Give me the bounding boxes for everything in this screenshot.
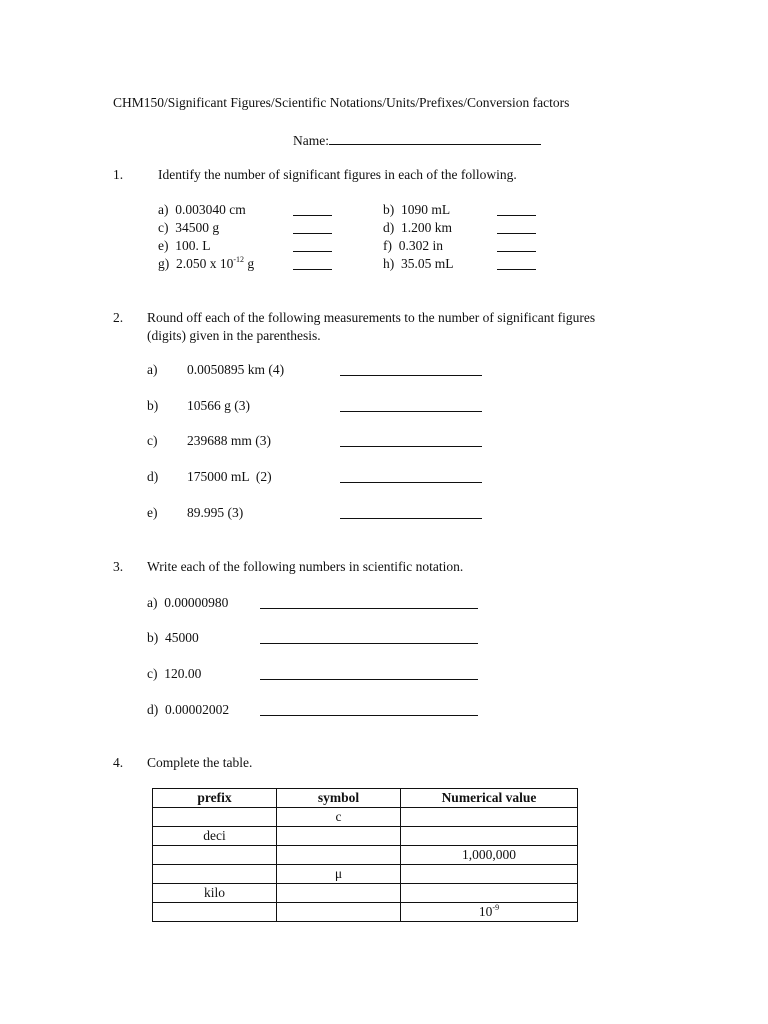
- table-row: [153, 846, 578, 865]
- q3-item-d: [147, 702, 229, 718]
- q2-answer-d[interactable]: [340, 469, 482, 483]
- q3-item-b: [147, 630, 199, 646]
- cell-value: 1,000,000: [401, 846, 578, 865]
- q2-item-value-a: 0.0050895 km (4): [187, 362, 285, 377]
- prefix-table: [152, 788, 578, 922]
- item-value: 34500 g: [175, 220, 220, 235]
- q1-answer-h[interactable]: [497, 256, 536, 270]
- cell-symbol: c: [277, 808, 401, 827]
- q4-prompt: Complete the table.: [147, 755, 253, 770]
- cell-value[interactable]: [401, 884, 578, 903]
- q2-item-value-d: 175000 mL (2): [187, 469, 272, 484]
- q2-answer-c[interactable]: [340, 433, 482, 447]
- header-prefix: prefix: [153, 789, 277, 808]
- q2-item-value-c: 239688 mm (3): [187, 433, 271, 448]
- q1-item-e: [158, 238, 211, 254]
- table-row: [153, 827, 578, 846]
- name-label: Name:: [293, 133, 329, 148]
- item-label: d): [383, 220, 395, 235]
- item-label: a): [158, 202, 169, 217]
- cell-symbol[interactable]: [277, 827, 401, 846]
- cell-prefix[interactable]: [153, 846, 277, 865]
- q2-answer-a[interactable]: [340, 362, 482, 376]
- q2-item-label-c: c): [147, 433, 158, 448]
- cell-value: $10^{-9}$: [401, 903, 578, 922]
- q2-prompt-line2: (digits) given in the parenthesis.: [147, 328, 321, 343]
- item-value: 1.200 km: [401, 220, 453, 235]
- q3-answer-d[interactable]: [260, 702, 478, 716]
- table-row: [153, 903, 578, 922]
- item-value: 1090 mL: [401, 202, 451, 217]
- q3-answer-c[interactable]: [260, 666, 478, 680]
- q1-answer-f[interactable]: [497, 238, 536, 252]
- item-label: b): [147, 630, 159, 645]
- cell-symbol[interactable]: [277, 903, 401, 922]
- cell-prefix: deci: [153, 827, 277, 846]
- item-label: h): [383, 256, 395, 271]
- item-label: c): [147, 666, 158, 681]
- q2-item-label-a: a): [147, 362, 158, 377]
- table-row: [153, 884, 578, 903]
- q3-prompt: Write each of the following numbers in scientific notation.: [147, 559, 464, 574]
- name-field-row: [293, 131, 541, 149]
- q1-answer-a[interactable]: [293, 202, 332, 216]
- q2-prompt-line1: Round off each of the following measurements to the number of significant figures: [147, 310, 596, 325]
- q1-item-f: [383, 238, 443, 254]
- item-label: a): [147, 595, 158, 610]
- q2-answer-b[interactable]: [340, 398, 482, 412]
- item-label: f): [383, 238, 392, 253]
- item-value: 0.302 in: [398, 238, 444, 253]
- q1-item-a: [158, 202, 246, 218]
- cell-prefix[interactable]: [153, 903, 277, 922]
- q3-number: 3.: [113, 559, 124, 574]
- item-value: 120.00: [164, 666, 202, 681]
- q1-answer-b[interactable]: [497, 202, 536, 216]
- worksheet-title: CHM150/Significant Figures/Scientific Notations/Units/Prefixes/Conversion factors: [113, 95, 570, 110]
- q3-answer-a[interactable]: [260, 595, 478, 609]
- cell-symbol[interactable]: [277, 884, 401, 903]
- q1-item-c: [158, 220, 219, 236]
- cell-symbol: μ: [277, 865, 401, 884]
- q1-answer-g[interactable]: [293, 256, 332, 270]
- header-symbol: symbol: [277, 789, 401, 808]
- cell-prefix: kilo: [153, 884, 277, 903]
- q2-item-label-b: b): [147, 398, 159, 413]
- cell-symbol[interactable]: [277, 846, 401, 865]
- q2-item-label-e: e): [147, 505, 158, 520]
- item-value: 100. L: [175, 238, 211, 253]
- table-header-row: [153, 789, 578, 808]
- table-row: [153, 865, 578, 884]
- item-value: 35.05 mL: [401, 256, 454, 271]
- item-value: 0.003040 cm: [175, 202, 246, 217]
- q2-item-value-e: 89.995 (3): [187, 505, 244, 520]
- q1-number: 1.: [113, 167, 124, 182]
- cell-value[interactable]: [401, 808, 578, 827]
- item-label: b): [383, 202, 395, 217]
- name-blank[interactable]: [329, 131, 541, 145]
- item-label: c): [158, 220, 169, 235]
- item-value: 45000: [165, 630, 199, 645]
- item-value: 0.00000980: [164, 595, 229, 610]
- table-row: [153, 808, 578, 827]
- item-label: d): [147, 702, 159, 717]
- q2-number: 2.: [113, 310, 124, 325]
- cell-prefix[interactable]: [153, 808, 277, 827]
- item-value: 0.00002002: [165, 702, 230, 717]
- q4-number: 4.: [113, 755, 124, 770]
- q2-item-label-d: d): [147, 469, 159, 484]
- cell-prefix[interactable]: [153, 865, 277, 884]
- cell-value[interactable]: [401, 827, 578, 846]
- q1-answer-e[interactable]: [293, 238, 332, 252]
- cell-value[interactable]: [401, 865, 578, 884]
- q1-item-d: [383, 220, 452, 236]
- q1-item-b: [383, 202, 450, 218]
- header-numerical-value: Numerical value: [401, 789, 578, 808]
- q1-item-g: [158, 256, 254, 272]
- q1-answer-d[interactable]: [497, 220, 536, 234]
- q3-item-a: [147, 595, 228, 611]
- q1-prompt: Identify the number of significant figures in each of the following.: [158, 167, 517, 182]
- q2-answer-e[interactable]: [340, 505, 482, 519]
- q1-answer-c[interactable]: [293, 220, 332, 234]
- q3-answer-b[interactable]: [260, 630, 478, 644]
- q3-item-c: [147, 666, 201, 682]
- item-label: g): [158, 256, 170, 271]
- q2-item-value-b: 10566 g (3): [187, 398, 250, 413]
- item-label: e): [158, 238, 169, 253]
- item-value: 2.050 x $10^{-12}$ g: [176, 255, 255, 271]
- q1-item-h: [383, 256, 454, 272]
